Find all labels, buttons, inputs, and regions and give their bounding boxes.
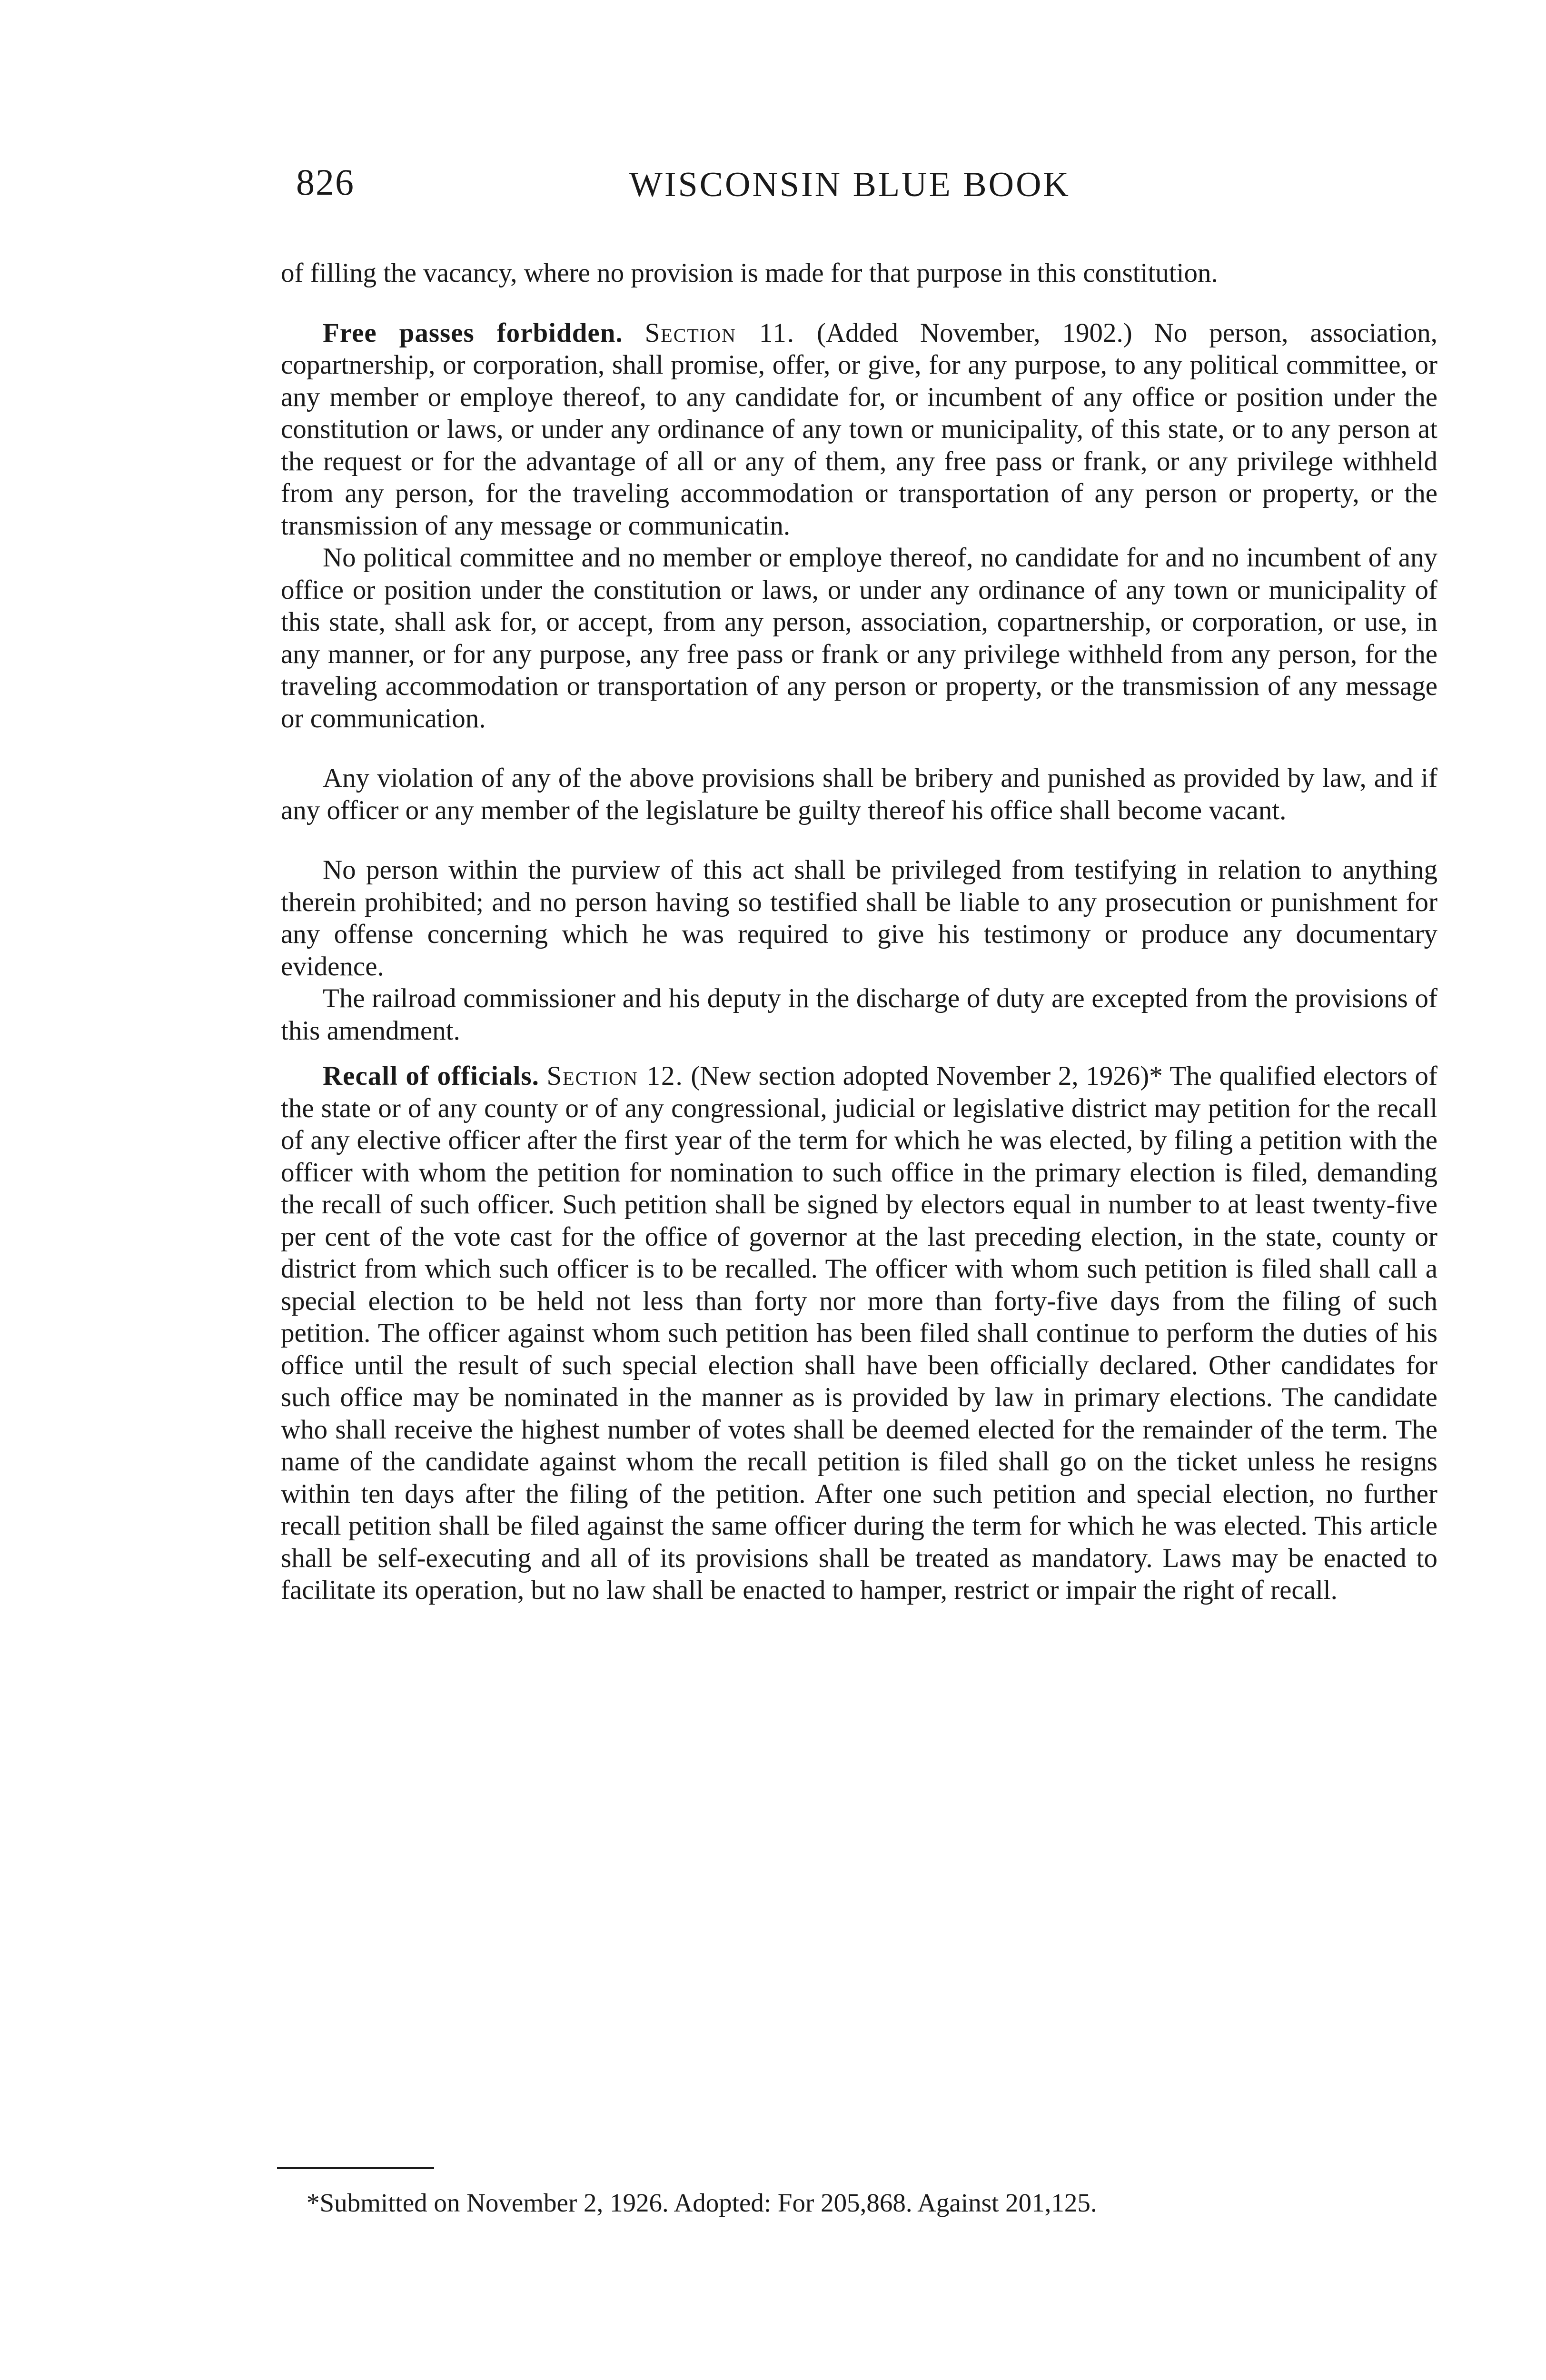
- section-11-title: Free passes forbidden.: [323, 317, 623, 348]
- footnote-text: *Submitted on November 2, 1926. Adopted: For 205,868. Against 201,125.: [307, 2188, 1097, 2217]
- section-12-label: Section 12.: [546, 1061, 684, 1091]
- page-header: [296, 161, 1438, 213]
- footnote-divider: [277, 2167, 434, 2169]
- section-12-paragraph: [281, 1060, 1437, 1606]
- running-title: WISCONSIN BLUE BOOK: [629, 165, 1070, 204]
- continuation-paragraph: of filling the vacancy, where no provision is made for that purpose in this constitution.: [281, 258, 1218, 288]
- section-11-text: (Added November, 1902.) No person, association, copartnership, or corporation, shall promise, offer, or give, for any purpose, to any political committee, or any member or employe thereof, to any candidate for, or incumbent of any office or position under the constitution or laws, or under any ordinance of any town or municipality, of this state, or to any person at the request or for the advantage of all or any of them, any free pass or frank, or any privilege withheld from any person, for the traveling accommodation or transportation of any person or property, or the transmission of any message or communicatin.: [281, 317, 1437, 541]
- railroad-commissioner-paragraph: The railroad commissioner and his deputy in the discharge of duty are excepted from the provisions of this amendment.: [281, 983, 1437, 1046]
- section-12-title: Recall of officials.: [323, 1061, 539, 1091]
- section-11-paragraph: [281, 317, 1437, 542]
- page-number: 826: [296, 161, 355, 203]
- no-political-committee-paragraph: No political committee and no member or employe thereof, no candidate for and no incumbent of any office or position under the constitution or laws, or under any ordinance of any town or municipality of this state, shall ask for, or accept, from any person, association, copartnership, or corporation, or use, in any manner, or for any purpose, any free pass or frank or any privilege withheld from any person, for the traveling accommodation or transportation of any person or property, or the transmission of any message or communication.: [281, 543, 1437, 734]
- section-12-text: (New section adopted November 2, 1926)* The qualified electors of the state or of any county or of any congressional, judicial or legislative district may petition for the recall of any elective officer after the first year of the term for which he was elected, by filing a petition with the officer with whom the petition for nomination to such office in the primary election is filed, demanding the recall of such officer. Such petition shall be signed by electors equal in number to at least twenty-five per cent of the vote cast for the office of governor at the last preceding election, in the state, county or district from which such officer is to be recalled. The officer with whom such petition is filed shall call a special election to be held not less than forty nor more than forty-five days from the filing of such petition. The officer against whom such petition has been filed shall continue to perform the duties of his office until the result of such special election shall have been officially declared. Other candidates for such office may be nominated in the manner as is provided by law in primary elections. The candidate who shall receive the highest number of votes shall be deemed elected for the remainder of the term. The name of the candidate against whom the recall petition is filed shall go on the ticket unless he resigns within ten days after the filing of the petition. After one such petition and special election, no further recall petition shall be filed against the same officer during the term for which he was elected. This article shall be self-executing and all of its provisions shall be treated as mandatory. Laws may be enacted to facilitate its operation, but no law shall be enacted to hamper, restrict or impair the right of recall.: [281, 1061, 1438, 1605]
- footnote: [277, 2187, 1419, 2219]
- violation-paragraph: Any violation of any of the above provisions shall be bribery and punished as provided by law, and if any officer or any member of the legislature be guilty thereof his office shall become vacant.: [281, 763, 1437, 825]
- section-11-label: Section 11.: [644, 317, 795, 348]
- body-text: [281, 257, 1437, 1606]
- testimony-paragraph: No person within the purview of this act shall be privileged from testifying in relation to anything therein prohibited; and no person having so testified shall be liable to any prosecution or punishment for any offense concerning which he was required to give his testimony or produce any documentary evidence.: [281, 855, 1437, 982]
